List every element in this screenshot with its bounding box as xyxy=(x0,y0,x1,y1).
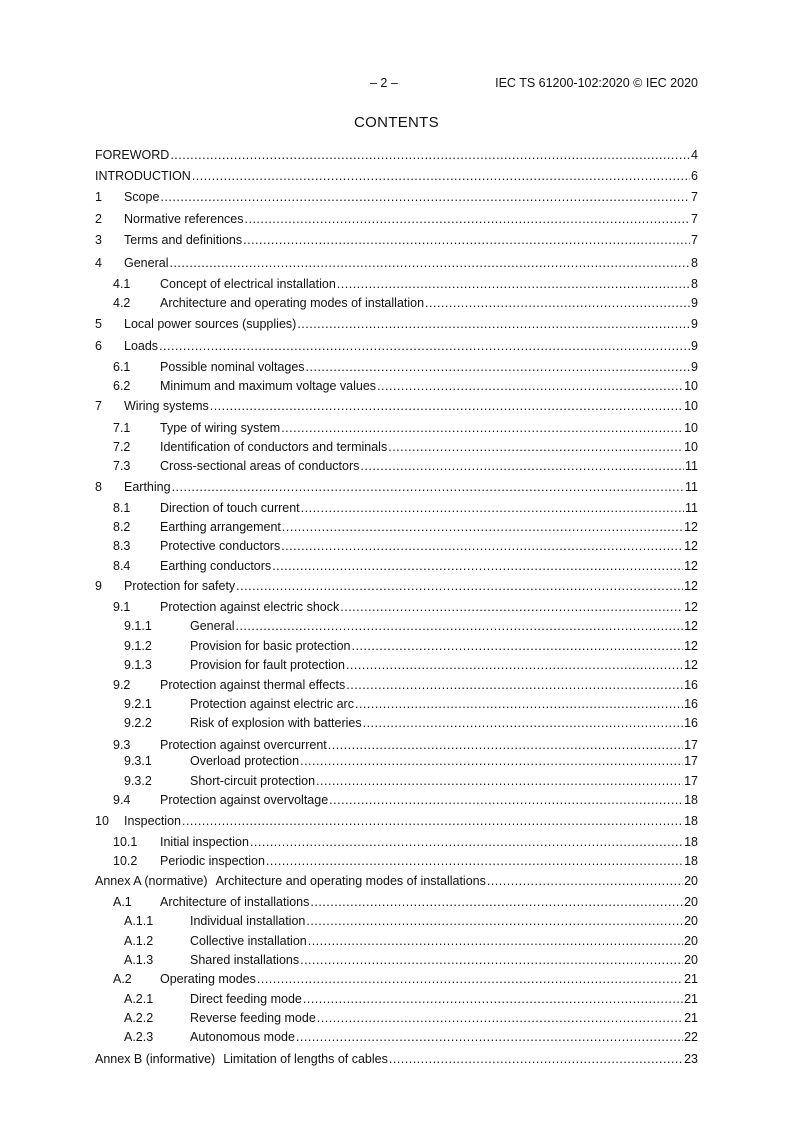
toc-entry-page: 10 xyxy=(684,379,698,393)
toc-entry-number: A.1.1 xyxy=(124,914,154,928)
toc-entry-label: Scope xyxy=(124,190,160,204)
dot-leader xyxy=(300,951,683,969)
toc-entry-page: 9 xyxy=(691,339,698,353)
toc-entry-page: 16 xyxy=(684,716,698,730)
toc-entry-number: 10 xyxy=(95,814,109,828)
dot-leader xyxy=(245,210,691,228)
toc-entry-label: Limitation of lengths of cables xyxy=(223,1052,388,1066)
toc-entry-number: A.1.3 xyxy=(124,953,154,967)
dot-leader xyxy=(352,637,684,655)
toc-entry-label: Initial inspection xyxy=(160,835,249,849)
toc-entry-label: Short-circuit protection xyxy=(190,774,316,788)
toc-entry[interactable] xyxy=(95,315,698,333)
toc-entry[interactable] xyxy=(95,438,698,456)
dot-leader xyxy=(363,714,683,732)
toc-entry-label: Provision for basic protection xyxy=(190,639,351,653)
toc-entry-page: 22 xyxy=(684,1030,698,1044)
document-reference: IEC TS 61200-102:2020 © IEC 2020 xyxy=(495,76,698,90)
toc-entry-label: Terms and definitions xyxy=(124,233,243,247)
toc-entry-number: A.2.2 xyxy=(124,1011,154,1025)
dot-leader xyxy=(170,146,690,164)
toc-entry-number: 9.2.2 xyxy=(124,716,152,730)
toc-entry-page: 7 xyxy=(691,190,698,204)
toc-entry-number: 9 xyxy=(95,579,102,593)
toc-entry-page: 17 xyxy=(684,774,698,788)
toc-entry[interactable] xyxy=(95,656,698,674)
toc-entry[interactable] xyxy=(95,752,698,770)
dot-leader xyxy=(297,315,690,333)
toc-entry-label: Overload protection xyxy=(190,754,300,768)
toc-entry-number: 6.1 xyxy=(113,360,131,374)
toc-entry-page: 9 xyxy=(691,296,698,310)
dot-leader xyxy=(346,656,683,674)
dot-leader xyxy=(257,970,683,988)
dot-leader xyxy=(210,397,683,415)
toc-entry-number: Annex B (informative) xyxy=(95,1052,216,1066)
toc-entry-page: 18 xyxy=(684,854,698,868)
dot-leader xyxy=(310,893,683,911)
toc-entry-number: A.2.3 xyxy=(124,1030,154,1044)
toc-entry[interactable] xyxy=(95,294,698,312)
dot-leader xyxy=(296,1028,683,1046)
toc-entry-label: Architecture and operating modes of installation xyxy=(160,296,425,310)
toc-entry-page: 20 xyxy=(684,914,698,928)
toc-entry-label: Possible nominal voltages xyxy=(160,360,305,374)
toc-entry-page: 20 xyxy=(684,934,698,948)
toc-entry-number: 8.2 xyxy=(113,520,131,534)
toc-entry[interactable] xyxy=(95,791,698,809)
dot-leader xyxy=(300,752,683,770)
toc-entry-label: Cross-sectional areas of conductors xyxy=(160,459,360,473)
dot-leader xyxy=(377,377,683,395)
toc-entry-label: Direction of touch current xyxy=(160,501,300,515)
toc-entry[interactable] xyxy=(95,812,698,830)
toc-entry-page: 21 xyxy=(684,992,698,1006)
toc-entry[interactable] xyxy=(95,714,698,732)
toc-entry[interactable] xyxy=(95,1050,698,1068)
toc-entry-number: 9.4 xyxy=(113,793,131,807)
toc-entry-page: 23 xyxy=(684,1052,698,1066)
dot-leader xyxy=(360,457,684,475)
toc-entry-label: Protection against thermal effects xyxy=(160,678,346,692)
toc-entry-label: Protection against overvoltage xyxy=(160,793,329,807)
toc-entry-page: 9 xyxy=(691,317,698,331)
toc-entry-number: A.2 xyxy=(113,972,132,986)
toc-entry-number: 6 xyxy=(95,339,102,353)
toc-entry[interactable] xyxy=(95,167,698,185)
toc-entry-label: Architecture of installations xyxy=(160,895,310,909)
dot-leader xyxy=(346,676,683,694)
toc-entry-label: Risk of explosion with batteries xyxy=(190,716,362,730)
toc-entry-number: Annex A (normative) xyxy=(95,874,208,888)
toc-entry-number: 3 xyxy=(95,233,102,247)
dot-leader xyxy=(425,294,690,312)
toc-entry-page: 7 xyxy=(691,233,698,247)
toc-entry-number: 7.1 xyxy=(113,421,131,435)
toc-entry-number: 10.1 xyxy=(113,835,138,849)
page-header xyxy=(95,76,698,94)
toc-entry-label: General xyxy=(190,619,235,633)
toc-entry-number: 8.4 xyxy=(113,559,131,573)
dot-leader xyxy=(389,1050,683,1068)
toc-entry[interactable] xyxy=(95,518,698,536)
toc-entry-label: Protection against overcurrent xyxy=(160,738,327,752)
toc-entry-label: Type of wiring system xyxy=(160,421,281,435)
toc-entry-page: 11 xyxy=(685,459,698,473)
toc-entry[interactable] xyxy=(95,275,698,293)
toc-entry-page: 9 xyxy=(691,360,698,374)
toc-entry-label: Wiring systems xyxy=(124,399,209,413)
toc-entry-number: 4.1 xyxy=(113,277,131,291)
toc-entry-number: 9.1.2 xyxy=(124,639,152,653)
toc-entry-label: INTRODUCTION xyxy=(95,169,191,183)
toc-entry-number: 9.3 xyxy=(113,738,131,752)
toc-entry[interactable] xyxy=(95,377,698,395)
toc-entry-label: Local power sources (supplies) xyxy=(124,317,297,331)
toc-entry-label: Reverse feeding mode xyxy=(190,1011,316,1025)
toc-entry-page: 17 xyxy=(684,738,698,752)
dot-leader xyxy=(487,872,683,890)
toc-entry[interactable] xyxy=(95,676,698,694)
dot-leader xyxy=(316,772,683,790)
toc-entry-number: 9.2 xyxy=(113,678,131,692)
toc-entry-label: Protection against electric arc xyxy=(190,697,354,711)
dot-leader xyxy=(355,695,683,713)
toc-entry-number: 7.2 xyxy=(113,440,131,454)
toc-entry-label: Direct feeding mode xyxy=(190,992,302,1006)
dot-leader xyxy=(306,358,691,376)
toc-entry-number: A.1 xyxy=(113,895,132,909)
toc-entry-number: 6.2 xyxy=(113,379,131,393)
toc-entry[interactable] xyxy=(95,146,698,164)
toc-entry-label: Loads xyxy=(124,339,159,353)
dot-leader xyxy=(308,932,683,950)
toc-entry-label: Individual installation xyxy=(190,914,306,928)
toc-entry-label: Provision for fault protection xyxy=(190,658,345,672)
dot-leader xyxy=(306,912,683,930)
dot-leader xyxy=(340,598,683,616)
toc-entry-label: General xyxy=(124,256,169,270)
dot-leader xyxy=(250,833,683,851)
toc-entry-number: 8.3 xyxy=(113,539,131,553)
toc-entry-number: 1 xyxy=(95,190,102,204)
toc-entry-page: 12 xyxy=(684,658,698,672)
dot-leader xyxy=(272,557,683,575)
toc-entry[interactable] xyxy=(95,893,698,911)
toc-entry-page: 12 xyxy=(684,559,698,573)
page-number: – 2 – xyxy=(370,76,398,90)
toc-entry[interactable] xyxy=(95,852,698,870)
toc-entry-label: FOREWORD xyxy=(95,148,170,162)
toc-entry[interactable] xyxy=(95,695,698,713)
dot-leader xyxy=(266,852,683,870)
dot-leader xyxy=(281,419,683,437)
toc-entry[interactable] xyxy=(95,231,698,249)
toc-entry-page: 20 xyxy=(684,895,698,909)
toc-entry-label: Identification of conductors and terminals xyxy=(160,440,388,454)
dot-leader xyxy=(388,438,683,456)
toc-entry-label: Architecture and operating modes of installations xyxy=(215,874,486,888)
toc-entry-number: 7.3 xyxy=(113,459,131,473)
dot-leader xyxy=(235,617,683,635)
toc-entry[interactable] xyxy=(95,872,698,890)
toc-entry-number: 9.1.3 xyxy=(124,658,152,672)
toc-entry-number: 8 xyxy=(95,480,102,494)
dot-leader xyxy=(317,1009,683,1027)
toc-entry-number: 9.1.1 xyxy=(124,619,152,633)
toc-entry-number: 7 xyxy=(95,399,102,413)
toc-entry-number: 10.2 xyxy=(113,854,138,868)
toc-entry[interactable] xyxy=(95,1028,698,1046)
toc-entry-page: 12 xyxy=(684,639,698,653)
toc-entry-page: 20 xyxy=(684,874,698,888)
toc-entry[interactable] xyxy=(95,419,698,437)
toc-entry[interactable] xyxy=(95,457,698,475)
toc-entry-number: 4 xyxy=(95,256,102,270)
toc-entry-page: 21 xyxy=(684,1011,698,1025)
toc-entry-number: 9.3.2 xyxy=(124,774,152,788)
toc-entry[interactable] xyxy=(95,337,698,355)
toc-entry-page: 8 xyxy=(691,256,698,270)
toc-entry-page: 7 xyxy=(691,212,698,226)
toc-entry-label: Operating modes xyxy=(160,972,256,986)
toc-entry-page: 12 xyxy=(684,579,698,593)
toc-entry[interactable] xyxy=(95,358,698,376)
toc-entry-page: 12 xyxy=(684,520,698,534)
toc-entry[interactable] xyxy=(95,598,698,616)
toc-entry-label: Shared installations xyxy=(190,953,300,967)
dot-leader xyxy=(329,791,683,809)
toc-entry-label: Earthing arrangement xyxy=(160,520,281,534)
dot-leader xyxy=(159,337,690,355)
toc-entry[interactable] xyxy=(95,577,698,595)
toc-entry-page: 11 xyxy=(685,501,698,515)
toc-entry-number: 2 xyxy=(95,212,102,226)
toc-entry[interactable] xyxy=(95,397,698,415)
toc-entry-page: 16 xyxy=(684,678,698,692)
toc-entry-label: Concept of electrical installation xyxy=(160,277,336,291)
toc-entry[interactable] xyxy=(95,970,698,988)
toc-entry-label: Periodic inspection xyxy=(160,854,265,868)
page-title: CONTENTS xyxy=(354,114,439,131)
toc-entry-page: 17 xyxy=(684,754,698,768)
toc-entry-number: 9.2.1 xyxy=(124,697,152,711)
toc-entry-page: 11 xyxy=(685,480,698,494)
toc-entry-page: 6 xyxy=(691,169,698,183)
toc-entry[interactable] xyxy=(95,557,698,575)
toc-entry-number: 4.2 xyxy=(113,296,131,310)
toc-entry-page: 18 xyxy=(684,814,698,828)
toc-entry[interactable] xyxy=(95,990,698,1008)
toc-entry[interactable] xyxy=(95,478,698,496)
toc-entry-number: 5 xyxy=(95,317,102,331)
dot-leader xyxy=(281,537,683,555)
toc-entry-number: 9.1 xyxy=(113,600,131,614)
toc-entry-label: Minimum and maximum voltage values xyxy=(160,379,377,393)
toc-entry-label: Autonomous mode xyxy=(190,1030,295,1044)
dot-leader xyxy=(169,254,690,272)
dot-leader xyxy=(192,167,690,185)
dot-leader xyxy=(282,518,683,536)
toc-entry-label: Inspection xyxy=(124,814,181,828)
toc-entry[interactable] xyxy=(95,772,698,790)
toc-entry-page: 12 xyxy=(684,539,698,553)
toc-entry-label: Earthing conductors xyxy=(160,559,272,573)
toc-entry-page: 21 xyxy=(684,972,698,986)
toc-entry[interactable] xyxy=(95,499,698,517)
toc-entry-page: 8 xyxy=(691,277,698,291)
toc-entry[interactable] xyxy=(95,951,698,969)
toc-entry-number: A.2.1 xyxy=(124,992,154,1006)
dot-leader xyxy=(236,577,683,595)
toc-entry[interactable] xyxy=(95,537,698,555)
toc-entry-page: 10 xyxy=(684,440,698,454)
toc-entry-page: 18 xyxy=(684,793,698,807)
toc-entry[interactable] xyxy=(95,932,698,950)
toc-entry[interactable] xyxy=(95,210,698,228)
toc-entry-label: Protection for safety xyxy=(124,579,236,593)
toc-entry[interactable] xyxy=(95,617,698,635)
toc-entry[interactable] xyxy=(95,912,698,930)
dot-leader xyxy=(303,990,683,1008)
dot-leader xyxy=(301,499,684,517)
toc-entry[interactable] xyxy=(95,254,698,272)
toc-entry[interactable] xyxy=(95,637,698,655)
dot-leader xyxy=(160,188,690,206)
toc-entry-page: 10 xyxy=(684,421,698,435)
toc-entry[interactable] xyxy=(95,188,698,206)
toc-entry[interactable] xyxy=(95,1009,698,1027)
toc-entry-page: 10 xyxy=(684,399,698,413)
toc-entry-number: 8.1 xyxy=(113,501,131,515)
toc-entry[interactable] xyxy=(95,833,698,851)
toc-entry-number: A.1.2 xyxy=(124,934,154,948)
toc-entry-label: Protection against electric shock xyxy=(160,600,340,614)
dot-leader xyxy=(182,812,683,830)
toc-entry-page: 4 xyxy=(691,148,698,162)
toc-entry-page: 12 xyxy=(684,619,698,633)
toc-entry-label: Earthing xyxy=(124,480,171,494)
toc-entry-page: 18 xyxy=(684,835,698,849)
dot-leader xyxy=(172,478,684,496)
toc-entry-page: 20 xyxy=(684,953,698,967)
toc-entry-label: Collective installation xyxy=(190,934,307,948)
dot-leader xyxy=(243,231,690,249)
dot-leader xyxy=(337,275,690,293)
toc-entry-label: Protective conductors xyxy=(160,539,281,553)
toc-entry-page: 12 xyxy=(684,600,698,614)
toc-entry-page: 16 xyxy=(684,697,698,711)
toc-entry-number: 9.3.1 xyxy=(124,754,152,768)
toc-entry-label: Normative references xyxy=(124,212,244,226)
